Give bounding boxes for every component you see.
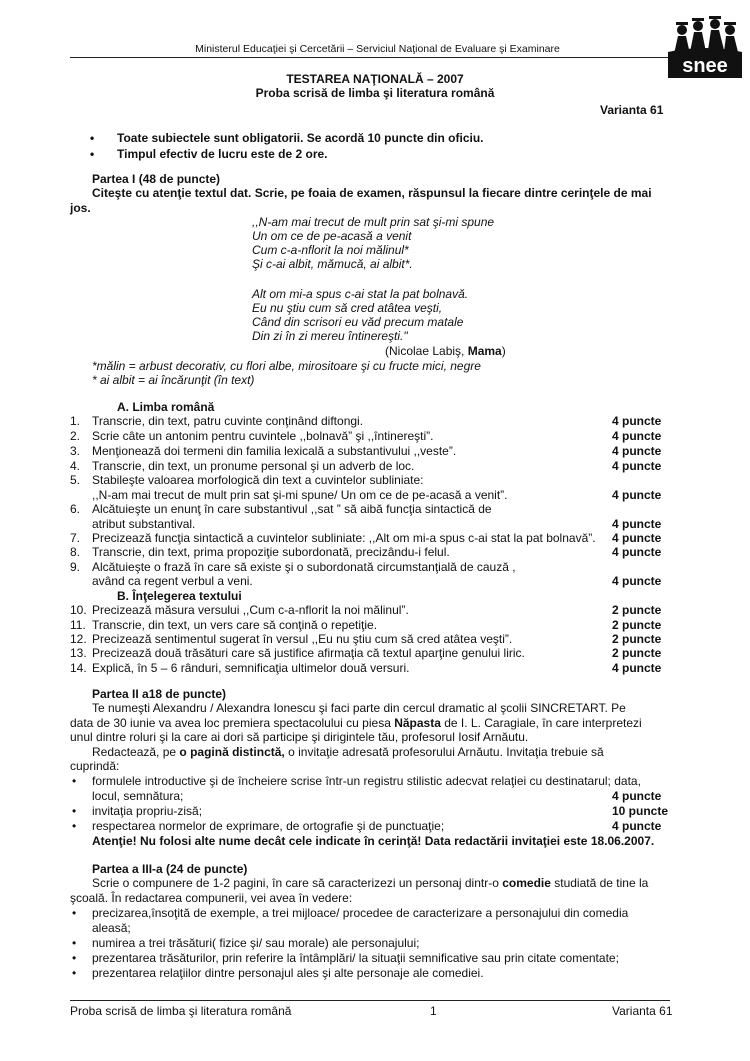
variant-label: Varianta 61 xyxy=(600,103,664,117)
item-text-cont: având ca regent verbul a veni. xyxy=(92,574,253,588)
bullet-dot: • xyxy=(72,819,77,833)
part3-text: şcoală. În redactarea compunerii, vei avea în vedere: xyxy=(70,891,353,905)
item-text: Menţionează doi termeni din familia lexicală a substantivului ,,veste”. xyxy=(92,444,457,458)
footer-variant: Varianta 61 xyxy=(612,1004,673,1018)
item-text: Stabileşte valoarea morfologică din text a cuvintelor subliniate: xyxy=(92,473,424,487)
item-text: Transcrie, din text, prima propoziţie subordonată, precizându-i felul. xyxy=(92,545,450,559)
part2-text: Te numeşti Alexandru / Alexandra Ionescu şi faci parte din cercul dramatic al şcolii SINCRETART. Pe xyxy=(92,701,626,715)
exam-title: TESTAREA NAŢIONALĂ – 2007 xyxy=(286,72,464,86)
requirement-text: respectarea normelor de exprimare, de ortografie şi de punctuaţie; xyxy=(92,819,445,833)
requirement-points: 4 puncte xyxy=(612,789,662,803)
part1-heading: Partea I (48 de puncte) xyxy=(92,172,221,186)
part2-heading: Partea II a18 de puncte) xyxy=(92,687,227,701)
poem-line: Cum c-a-nflorit la noi mălinul* xyxy=(252,243,409,257)
svg-text:snee: snee xyxy=(682,55,728,77)
poem-line: Alt om mi-a spus c-ai stat la pat bolnavă. xyxy=(252,287,469,301)
poem-line: ,,N-am mai trecut de mult prin sat şi-mi spune xyxy=(252,215,495,229)
bullet-dot: • xyxy=(72,774,77,788)
item-points: 4 puncte xyxy=(612,661,662,675)
item-number: 12. xyxy=(70,632,87,646)
item-points: 2 puncte xyxy=(612,646,662,660)
item-text: Alcătuieşte un enunţ în care substantivul ,,sat ” să aibă funcţia sintactică de xyxy=(92,502,492,516)
item-text: Precizează sentimentul sugerat în versul ,,Eu nu ştiu cum să cred atâtea veşti”. xyxy=(92,632,513,646)
footer-left: Proba scrisă de limba şi literatura română xyxy=(70,1004,292,1018)
poem-line: Şi c-ai albit, mămucă, ai albit*. xyxy=(252,257,413,271)
bullet-dot: • xyxy=(90,147,95,161)
part1-task-end: jos. xyxy=(70,201,91,215)
item-number: 4. xyxy=(70,459,81,473)
poem-source: (Nicolae Labiş, Mama) xyxy=(385,344,506,358)
section-a-heading: A. Limba română xyxy=(117,400,215,414)
requirement-text: precizarea,însoţită de exemple, a trei mijloace/ procedee de caracterizare a personajului din comedia xyxy=(92,906,629,920)
item-points: 2 puncte xyxy=(612,603,662,617)
item-number: 5. xyxy=(70,473,81,487)
requirement-points: 10 puncte xyxy=(612,804,669,818)
item-text: Alcătuieşte o frază în care să existe şi o subordonată circumstanţială de cauză , xyxy=(92,560,516,574)
item-text: Transcrie, din text, un pronume personal şi un adverb de loc. xyxy=(92,459,415,473)
instruction-2: Timpul efectiv de lucru este de 2 ore. xyxy=(117,147,328,161)
item-points: 4 puncte xyxy=(612,414,662,428)
requirement-text-cont: locul, semnătura; xyxy=(92,789,184,803)
requirement-text: numirea a trei trăsături( fizice şi/ sau morale) ale personajului; xyxy=(92,936,420,950)
bullet-dot: • xyxy=(72,906,77,920)
instruction-1: Toate subiectele sunt obligatorii. Se acordă 10 puncte din oficiu. xyxy=(117,131,484,145)
section-b-heading: B. Înţelegerea textului xyxy=(117,589,242,603)
poem-line: Din zi în zi mereu întinereşti." xyxy=(252,329,408,343)
item-text: Transcrie, din text, patru cuvinte conţinând diftongi. xyxy=(92,414,364,428)
part3-heading: Partea a III-a (24 de puncte) xyxy=(92,862,248,876)
item-points: 4 puncte xyxy=(612,574,662,588)
bullet-dot: • xyxy=(72,936,77,950)
poem-line: Când din scrisori eu văd precum matale xyxy=(252,315,464,329)
requirement-text: prezentarea trăsăturilor, prin referire la întâmplări/ la situaţii semnificative sau prin citate comentate; xyxy=(92,951,619,965)
footnote: *mălin = arbust decorativ, cu flori albe, mirositoare şi cu fructe mici, negre xyxy=(92,359,481,373)
requirement-text: invitaţia propriu-zisă; xyxy=(92,804,203,818)
item-text: Precizează funcţia sintactică a cuvintelor subliniate: ,,Alt om mi-a spus c-ai stat la pat bolnavă”. xyxy=(92,531,596,545)
footnote: * ai albit = ai încărunţit (în text) xyxy=(92,373,255,387)
part2-text: data de 30 iunie va avea loc premiera spectacolului cu piesa Năpasta de I. L. Caragiale, în care interpretezi xyxy=(70,716,642,730)
part2-task: cuprindă: xyxy=(70,759,120,773)
item-number: 14. xyxy=(70,661,87,675)
part2-task: Redactează, pe o pagină distinctă, o invitaţie adresată profesorului Arnăutu. Invitaţia trebuie să xyxy=(92,745,604,759)
part1-task: Citeşte cu atenţie textul dat. Scrie, pe foaia de examen, răspunsul la fiecare dintre cerinţele de mai xyxy=(92,186,652,200)
requirement-text: prezentarea relaţiilor dintre personajul ales şi alte personaje ale comediei. xyxy=(92,966,484,980)
bullet-dot: • xyxy=(72,966,77,980)
item-number: 13. xyxy=(70,646,87,660)
item-points: 4 puncte xyxy=(612,517,662,531)
item-number: 11. xyxy=(70,618,86,632)
header-ministry: Ministerul Educaţiei şi Cercetării – Serviciul Naţional de Evaluare şi Examinare xyxy=(195,43,560,55)
item-points: 4 puncte xyxy=(612,459,662,473)
bullet-dot: • xyxy=(72,804,77,818)
item-points: 4 puncte xyxy=(612,531,662,545)
snee-logo xyxy=(668,16,742,78)
exam-subtitle: Proba scrisă de limba şi literatura română xyxy=(255,86,495,100)
item-text: Scrie câte un antonim pentru cuvintele ,,bolnavă” şi ,,întinereşti”. xyxy=(92,429,434,443)
item-number: 2. xyxy=(70,429,81,443)
item-number: 1. xyxy=(70,414,81,428)
bullet-dot: • xyxy=(72,951,77,965)
item-number: 6. xyxy=(70,502,81,516)
item-text: Transcrie, din text, un vers care să conţină o repetiţie. xyxy=(92,618,378,632)
item-points: 4 puncte xyxy=(612,429,662,443)
header-rule xyxy=(70,57,670,58)
item-number: 9. xyxy=(70,560,81,574)
requirement-text-cont: aleasă; xyxy=(92,921,131,935)
item-text: Precizează două trăsături care să justifice afirmaţia că textul aparţine genului liric. xyxy=(92,646,525,660)
item-text: Precizează măsura versului ,,Cum c-a-nflorit la noi mălinul”. xyxy=(92,603,409,617)
bullet-dot: • xyxy=(90,131,95,145)
item-number: 3. xyxy=(70,444,81,458)
part2-text: unul dintre roluri şi la care ai dori să participe şi dirigintele tău, profesorul Iosif Arnăutu. xyxy=(70,730,529,744)
poem-line: Eu nu ştiu cum să cred atâtea veşti, xyxy=(252,301,443,315)
item-text-cont: atribut substantival. xyxy=(92,517,196,531)
item-text-cont: ,,N-am mai trecut de mult prin sat şi-mi spune/ Un om ce de pe-acasă a venit”. xyxy=(92,488,508,502)
part2-warning: Atenţie! Nu folosi alte nume decât cele indicate în cerinţă! Data redactării invitaţiei este 18.06.2007. xyxy=(92,834,655,848)
requirement-points: 4 puncte xyxy=(612,819,662,833)
item-number: 10. xyxy=(70,603,87,617)
item-points: 4 puncte xyxy=(612,488,662,502)
requirement-text: formulele introductive şi de încheiere scrise într-un registru stilistic adecvat relaţiei cu destinatarul; data, xyxy=(92,774,641,788)
item-points: 2 puncte xyxy=(612,618,662,632)
item-number: 8. xyxy=(70,545,81,559)
footer-rule xyxy=(70,1000,670,1001)
item-number: 7. xyxy=(70,531,81,545)
poem-line: Un om ce de pe-acasă a venit xyxy=(252,229,412,243)
item-points: 2 puncte xyxy=(612,632,662,646)
part3-text: Scrie o compunere de 1-2 pagini, în care să caracterizezi un personaj dintr-o comedie studiată de tine la xyxy=(92,876,649,890)
item-text: Explică, în 5 – 6 rânduri, semnificaţia ultimelor două versuri. xyxy=(92,661,410,675)
item-points: 4 puncte xyxy=(612,444,662,458)
footer-page-number: 1 xyxy=(430,1004,437,1018)
item-points: 4 puncte xyxy=(612,545,662,559)
